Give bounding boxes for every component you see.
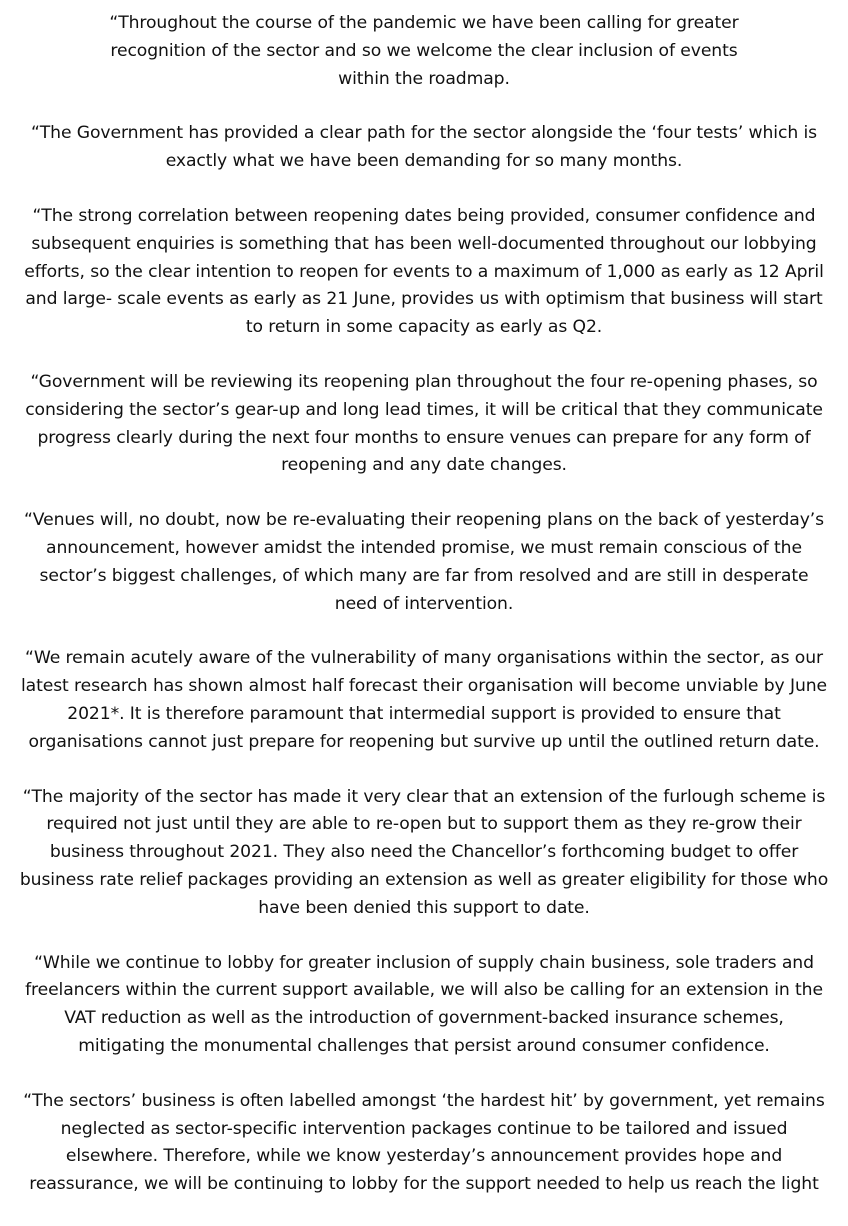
text-line: efforts, so the clear intention to reopen for events to a maximum of 1,000 as early as 12 April [24,261,824,282]
text-line: required not just until they are able to re-open but to support them as they re-grow their [46,814,802,835]
text-line: business rate relief packages providing an extension as well as greater eligibility for those who [19,869,829,890]
text-line: “The majority of the sector has made it very clear that an extension of the furlough scheme is [22,786,826,807]
quote-paragraph-4 [0,369,848,480]
text-line: and large- scale events as early as 21 June, provides us with optimism that business will start [25,289,823,310]
quote-paragraph-2 [0,120,848,176]
text-line: neglected as sector-specific intervention packages continue to be tailored and issued [60,1118,788,1139]
quote-paragraph-6 [0,645,848,756]
text-line: VAT reduction as well as the introduction of government-backed insurance schemes, [64,1008,784,1029]
text-line: “Throughout the course of the pandemic we have been calling for greater [109,13,739,33]
quote-paragraph-7 [0,784,848,923]
text-line: announcement, however amidst the intended promise, we must remain conscious of the [46,537,802,558]
text-line: “The strong correlation between reopening dates being provided, consumer confidence and [32,205,816,226]
text-line: within the roadmap. [338,68,510,89]
text-line: exactly what we have been demanding for so many months. [165,151,683,172]
text-line: have been denied this support to date. [258,897,590,918]
quote-paragraph-5 [0,507,848,618]
text-line: business throughout 2021. They also need the Chancellor’s forthcoming budget to offer [49,842,799,863]
text-line: subsequent enquiries is something that has been well-documented throughout our lobbying [31,233,817,254]
text-line: latest research has shown almost half forecast their organisation will become unviable by June [20,676,828,697]
document-page [0,10,848,1226]
text-line: need of intervention. [334,593,514,614]
text-line: reopening and any date changes. [281,455,567,476]
quote-paragraph-9 [0,1088,848,1199]
quote-paragraph-1 [0,10,848,93]
text-line: 2021*. It is therefore paramount that intermedial support is provided to ensure that [67,703,781,724]
text-line: organisations cannot just prepare for reopening but survive up until the outlined return date. [28,731,820,752]
text-line: recognition of the sector and so we welcome the clear inclusion of events [110,40,738,61]
text-line: considering the sector’s gear-up and long lead times, it will be critical that they communicate [25,399,823,420]
text-line: elsewhere. Therefore, while we know yesterday’s announcement provides hope and [65,1146,783,1167]
text-line: progress clearly during the next four months to ensure venues can prepare for any form of [37,427,811,448]
quote-paragraph-3 [0,203,848,342]
text-line: “While we continue to lobby for greater inclusion of supply chain business, sole traders and [34,952,814,973]
text-line: reassurance, we will be continuing to lobby for the support needed to help us reach the light [29,1174,819,1195]
text-line: mitigating the monumental challenges that persist around consumer confidence. [78,1035,770,1056]
text-line: “Venues will, no doubt, now be re-evaluating their reopening plans on the back of yesterday’s [24,510,824,531]
text-line: to return in some capacity as early as Q2. [245,317,603,338]
quote-paragraph-8 [0,950,848,1061]
text-line: “The Government has provided a clear path for the sector alongside the ‘four tests’ which is [30,123,818,144]
text-line: freelancers within the current support available, we will also be calling for an extension in the [25,980,823,1001]
text-line: sector’s biggest challenges, of which many are far from resolved and are still in desperate [39,565,809,586]
text-line: “Government will be reviewing its reopening plan throughout the four re-opening phases, so [30,371,818,392]
text-line: “The sectors’ business is often labelled amongst ‘the hardest hit’ by government, yet remains [23,1090,825,1111]
text-line: “We remain acutely aware of the vulnerability of many organisations within the sector, as our [25,648,823,669]
